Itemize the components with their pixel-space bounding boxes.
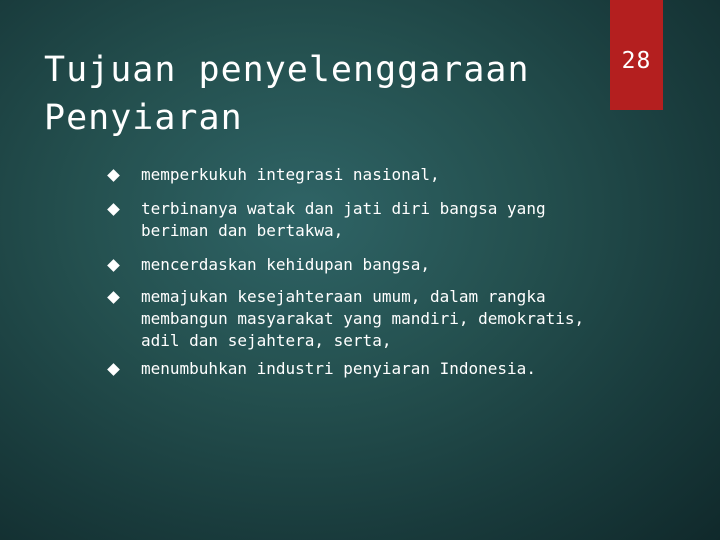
bullet-text: memperkukuh integrasi nasional, <box>141 165 440 184</box>
bullet-text: terbinanya watak dan jati diri bangsa yang beriman dan bertakwa, <box>141 199 546 240</box>
bullet-text: memajukan kesejahteraan umum, dalam rangka membangun masyarakat yang mandiri, demokratis, adil dan sejahtera, serta, <box>141 287 585 350</box>
slide-title: Tujuan penyelenggaraan Penyiaran <box>44 50 530 138</box>
diamond-bullet-icon <box>107 363 120 376</box>
bullet-item <box>107 164 587 198</box>
diamond-bullet-icon <box>107 169 120 182</box>
diamond-bullet-icon <box>107 203 120 216</box>
bullet-text: menumbuhkan industri penyiaran Indonesia. <box>141 359 536 378</box>
bullet-item <box>107 286 587 358</box>
diamond-bullet-icon <box>107 259 120 272</box>
bullet-text: mencerdaskan kehidupan bangsa, <box>141 255 430 274</box>
diamond-bullet-icon <box>107 291 120 304</box>
bullet-item <box>107 254 587 286</box>
slide-number: 28 <box>621 48 652 74</box>
bullet-list <box>107 164 587 380</box>
bullet-item <box>107 358 587 380</box>
slide-number-badge <box>610 0 663 110</box>
bullet-item <box>107 198 587 254</box>
